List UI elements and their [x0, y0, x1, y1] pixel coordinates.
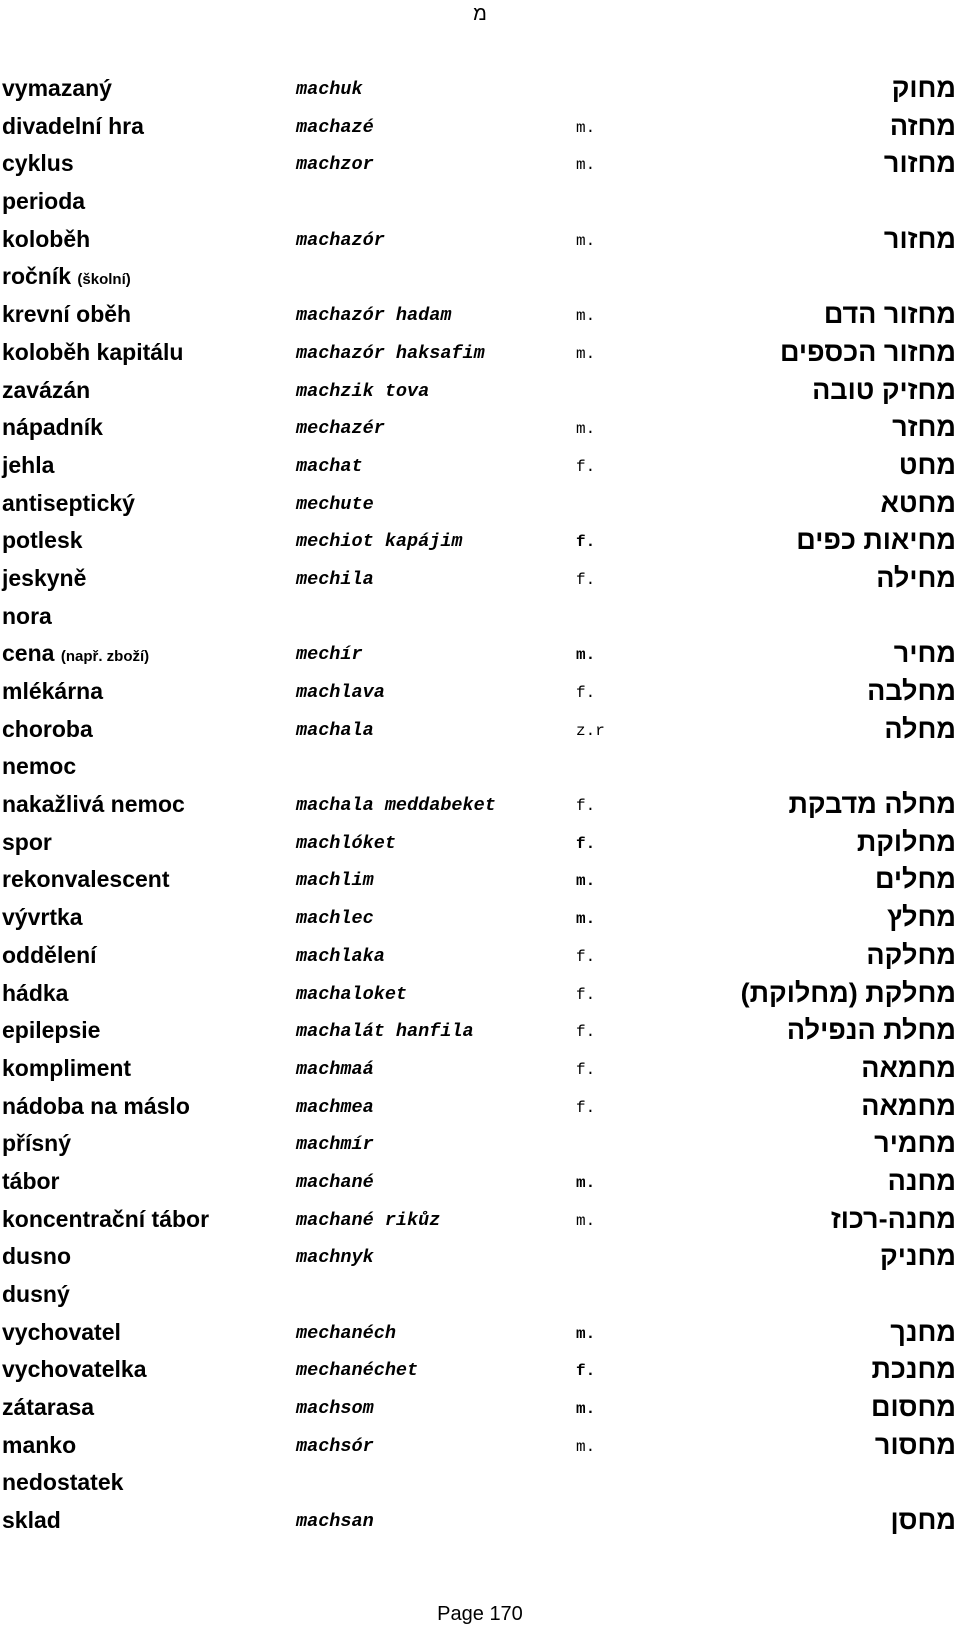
- transliteration: machazór hadam: [296, 305, 452, 327]
- czech-word: koloběh: [2, 225, 91, 252]
- hebrew-term: מחנה-רכוז: [830, 1203, 956, 1234]
- gender-marker: m.: [576, 1211, 596, 1230]
- czech-term: [2, 525, 83, 555]
- gender-marker: m.: [576, 910, 596, 929]
- dictionary-row: [0, 1050, 960, 1088]
- czech-term: [2, 488, 135, 518]
- dictionary-row: [0, 1163, 960, 1201]
- dictionary-row: [0, 1125, 960, 1163]
- czech-term: [2, 714, 93, 744]
- hebrew-term: מחיאות כפים: [796, 525, 956, 556]
- transliteration: mechír: [296, 644, 363, 666]
- transliteration: machsór: [296, 1435, 374, 1457]
- hebrew-term: מחסן: [890, 1505, 956, 1536]
- czech-word: přísný: [2, 1130, 72, 1157]
- transliteration: machzor: [296, 154, 374, 176]
- transliteration: machala: [296, 719, 374, 741]
- czech-word: tábor: [2, 1167, 60, 1194]
- czech-term: [2, 978, 68, 1008]
- czech-word: jehla: [2, 451, 55, 478]
- czech-word: oddělení: [2, 941, 97, 968]
- czech-term: [2, 1505, 61, 1535]
- transliteration: machsom: [296, 1398, 374, 1420]
- hebrew-term: מחיר: [893, 638, 956, 669]
- dictionary-row: [0, 937, 960, 975]
- czech-word: manko: [2, 1431, 77, 1458]
- dictionary-row: [0, 748, 960, 786]
- dictionary-row: [0, 145, 960, 183]
- czech-word: nemoc: [2, 753, 77, 780]
- czech-word: koncentrační tábor: [2, 1205, 210, 1232]
- dictionary-row: [0, 861, 960, 899]
- dictionary-row: [0, 221, 960, 259]
- czech-word: krevní oběh: [2, 301, 132, 328]
- czech-word: choroba: [2, 715, 93, 742]
- hebrew-term: מחמאה: [861, 1052, 956, 1083]
- czech-word: vymazaný: [2, 75, 112, 101]
- czech-term: [2, 1279, 70, 1309]
- transliteration: machala meddabeket: [296, 795, 496, 817]
- dictionary-row: [0, 824, 960, 862]
- czech-term: [2, 299, 131, 329]
- czech-term: [2, 1392, 94, 1422]
- gender-marker: m.: [576, 646, 596, 665]
- czech-term: [2, 563, 86, 593]
- transliteration: mechanéch: [296, 1322, 396, 1344]
- czech-note: (školní): [77, 271, 131, 289]
- dictionary-row: [0, 522, 960, 560]
- dictionary-row: [0, 1427, 960, 1465]
- czech-word: sklad: [2, 1507, 61, 1534]
- dictionary-row: [0, 447, 960, 485]
- dictionary-row: [0, 409, 960, 447]
- page-number: Page 170: [437, 1603, 523, 1625]
- gender-marker: f.: [576, 1098, 596, 1117]
- czech-word: divadelní hra: [2, 112, 144, 139]
- dictionary-row: [0, 673, 960, 711]
- hebrew-term: מחזור הכספים: [779, 336, 956, 367]
- dictionary-row: [0, 1314, 960, 1352]
- czech-term: [2, 148, 74, 178]
- czech-word: cyklus: [2, 150, 74, 177]
- transliteration: machazé: [296, 116, 374, 138]
- dictionary-row: [0, 1238, 960, 1276]
- hebrew-term: מחזיק טובה: [812, 374, 956, 405]
- transliteration: machsan: [296, 1511, 374, 1533]
- hebrew-term: מחטא: [880, 487, 956, 518]
- hebrew-term: מחניק: [880, 1241, 956, 1272]
- hebrew-term: מחנה: [887, 1165, 956, 1196]
- czech-word: ročník: [2, 263, 72, 290]
- dictionary-row: [0, 598, 960, 636]
- czech-note: (např. zboží): [60, 648, 150, 666]
- transliteration: mechanéchet: [296, 1360, 419, 1382]
- czech-word: zavázán: [2, 376, 91, 403]
- czech-word: koloběh kapitálu: [2, 338, 184, 365]
- czech-term: [2, 375, 90, 405]
- czech-word: dusno: [2, 1243, 71, 1270]
- transliteration: mechazér: [296, 418, 385, 440]
- czech-word: nápadník: [2, 414, 103, 441]
- czech-word: dusný: [2, 1281, 70, 1307]
- czech-term: [2, 1317, 121, 1347]
- hebrew-term: מחלים: [875, 864, 956, 895]
- gender-marker: m.: [576, 118, 596, 137]
- dictionary-row: [0, 258, 960, 296]
- transliteration: machat: [296, 455, 363, 477]
- transliteration: machané: [296, 1171, 374, 1193]
- czech-word: nádoba na máslo: [2, 1092, 190, 1119]
- hebrew-term: מחלקת (מחלוקת): [740, 977, 956, 1008]
- dictionary-row: [0, 899, 960, 937]
- transliteration: machmír: [296, 1134, 374, 1156]
- dictionary-row: [0, 1201, 960, 1239]
- czech-word: epilepsie: [2, 1017, 101, 1044]
- dictionary-row: [0, 485, 960, 523]
- hebrew-term: מחלקה: [866, 939, 956, 970]
- gender-marker: f.: [576, 797, 596, 816]
- dictionary-row: [0, 786, 960, 824]
- czech-word: cena: [2, 640, 55, 667]
- czech-term: [2, 676, 103, 706]
- transliteration: machlec: [296, 908, 374, 930]
- czech-term: [2, 186, 85, 216]
- gender-marker: m.: [576, 1324, 596, 1343]
- gender-marker: m.: [576, 231, 596, 250]
- hebrew-term: מחמאה: [861, 1090, 956, 1121]
- czech-word: kompliment: [2, 1054, 132, 1081]
- dictionary-row: [0, 1012, 960, 1050]
- gender-marker: f.: [576, 985, 596, 1004]
- transliteration: mechute: [296, 493, 374, 515]
- hebrew-term: מחנך: [890, 1316, 956, 1347]
- czech-word: nora: [2, 602, 52, 629]
- czech-term: [2, 1354, 146, 1384]
- czech-term: [2, 111, 144, 141]
- dictionary-row: [0, 711, 960, 749]
- hebrew-term: מחסום: [871, 1392, 956, 1423]
- czech-word: spor: [2, 828, 52, 855]
- hebrew-term: מחזר: [892, 412, 956, 443]
- czech-term: [2, 902, 83, 932]
- czech-term: [2, 751, 76, 781]
- gender-marker: m.: [576, 307, 596, 326]
- dictionary-row: [0, 560, 960, 598]
- czech-word: hádka: [2, 979, 69, 1006]
- gender-marker: f.: [576, 570, 596, 589]
- gender-marker: f.: [576, 684, 596, 702]
- gender-marker: f.: [576, 1060, 596, 1079]
- hebrew-term: מחלת הנפילה: [786, 1015, 956, 1046]
- czech-word: zátarasa: [2, 1394, 95, 1421]
- czech-word: perioda: [2, 188, 86, 215]
- czech-term: [2, 1015, 100, 1045]
- czech-term: [2, 224, 90, 254]
- gender-marker: f.: [576, 1023, 596, 1042]
- dictionary-row: [0, 1502, 960, 1540]
- czech-term: [2, 789, 185, 819]
- czech-term: [2, 1241, 71, 1271]
- transliteration: machlava: [296, 682, 385, 703]
- transliteration: machazór haksafim: [296, 342, 485, 364]
- transliteration: machané rikůz: [296, 1209, 441, 1231]
- transliteration: mechila: [296, 568, 374, 590]
- gender-marker: m.: [576, 156, 596, 175]
- hebrew-term: מחזור: [883, 223, 956, 254]
- czech-term: [2, 601, 52, 631]
- czech-word: nedostatek: [2, 1469, 124, 1496]
- czech-word: antiseptický: [2, 489, 135, 516]
- transliteration: machlaka: [296, 945, 385, 967]
- gender-marker: m.: [576, 1173, 596, 1192]
- transliteration: machaloket: [296, 983, 408, 1005]
- czech-term: [2, 1128, 71, 1158]
- transliteration: machnyk: [296, 1247, 374, 1269]
- czech-term: [2, 1430, 76, 1460]
- czech-term: [2, 1467, 123, 1497]
- hebrew-term: מחזור הדם: [823, 299, 956, 330]
- hebrew-term: מחלה מדבקת: [788, 789, 956, 820]
- dictionary-row: [0, 975, 960, 1013]
- hebrew-term: מחמיר: [874, 1128, 956, 1159]
- dictionary-row: [0, 1464, 960, 1502]
- transliteration: machmea: [296, 1096, 374, 1118]
- transliteration: machlim: [296, 870, 374, 892]
- czech-term: [2, 827, 52, 857]
- gender-marker: m.: [576, 344, 596, 363]
- dictionary-row: [0, 108, 960, 146]
- czech-term: [2, 412, 103, 442]
- gender-marker: f.: [576, 457, 596, 476]
- transliteration: mechiot kapájim: [296, 531, 463, 553]
- gender-marker: m.: [576, 420, 596, 439]
- hebrew-term: מחילה: [876, 562, 956, 593]
- hebrew-term: מחסור: [874, 1429, 956, 1460]
- transliteration: machazór: [296, 229, 385, 251]
- czech-term: [2, 1166, 60, 1196]
- transliteration: machlóket: [296, 832, 396, 854]
- dictionary-row: [0, 1389, 960, 1427]
- czech-word: vychovatel: [2, 1318, 121, 1345]
- hebrew-term: מחלה: [884, 713, 956, 744]
- dictionary-entries: [0, 70, 960, 1540]
- czech-term: [2, 337, 183, 367]
- transliteration: machzik tova: [296, 380, 430, 402]
- czech-term: [2, 73, 112, 103]
- gender-marker: f.: [576, 533, 596, 552]
- czech-term: [2, 638, 149, 672]
- hebrew-term: מחזור: [883, 148, 956, 179]
- dictionary-row: [0, 1351, 960, 1389]
- page-header-letter: מ: [473, 3, 487, 25]
- dictionary-row: [0, 70, 960, 108]
- dictionary-row: [0, 183, 960, 221]
- transliteration: machmaá: [296, 1058, 374, 1080]
- czech-term: [2, 940, 97, 970]
- dictionary-row: [0, 1276, 960, 1314]
- transliteration: machuk: [296, 79, 363, 100]
- czech-word: vychovatelka: [2, 1356, 147, 1383]
- czech-word: rekonvalescent: [2, 866, 170, 893]
- gender-marker: m.: [576, 1400, 596, 1419]
- dictionary-row: [0, 1088, 960, 1126]
- czech-word: jeskyně: [2, 564, 87, 591]
- hebrew-term: מחוק: [891, 73, 956, 103]
- gender-marker: f.: [576, 834, 596, 853]
- czech-word: potlesk: [2, 527, 83, 554]
- czech-term: [2, 450, 54, 480]
- czech-word: mlékárna: [2, 678, 104, 704]
- hebrew-term: מחלבה: [867, 676, 956, 706]
- hebrew-term: מחזה: [889, 110, 956, 141]
- gender-marker: f.: [576, 947, 596, 966]
- gender-marker: f.: [576, 1362, 596, 1381]
- transliteration: machalát hanfila: [296, 1021, 474, 1043]
- czech-term: [2, 1053, 131, 1083]
- gender-marker: z.r: [576, 721, 605, 740]
- dictionary-row: [0, 334, 960, 372]
- dictionary-row: [0, 296, 960, 334]
- gender-marker: m.: [576, 872, 596, 891]
- hebrew-term: מחלץ: [887, 902, 956, 933]
- hebrew-term: מחנכת: [871, 1354, 956, 1385]
- hebrew-term: מחלוקת: [856, 826, 956, 857]
- dictionary-row: [0, 372, 960, 410]
- czech-term: [2, 864, 169, 894]
- czech-word: nakažlivá nemoc: [2, 791, 185, 818]
- hebrew-term: מחט: [898, 449, 956, 480]
- czech-term: [2, 261, 131, 295]
- dictionary-row: [0, 635, 960, 673]
- czech-word: vývrtka: [2, 904, 83, 931]
- gender-marker: m.: [576, 1437, 596, 1456]
- czech-term: [2, 1091, 190, 1121]
- czech-term: [2, 1204, 209, 1234]
